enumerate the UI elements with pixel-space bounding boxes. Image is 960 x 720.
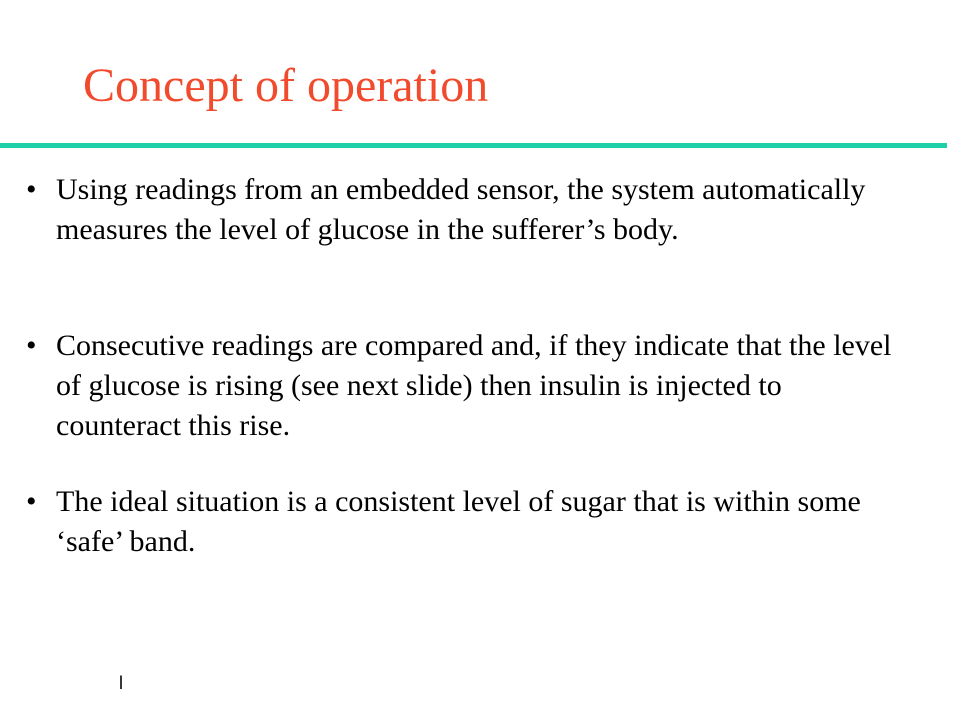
bullet-text: Consecutive readings are compared and, if they indicate that the level of glucose is rising (see next slide) then insulin is injected to counteract this rise. bbox=[56, 329, 892, 442]
bullet-item bbox=[26, 326, 906, 446]
footer-mark: l bbox=[119, 673, 123, 693]
bullet-item bbox=[26, 170, 906, 250]
bullet-dot-icon: • bbox=[26, 329, 37, 362]
bullet-text: Using readings from an embedded sensor, the system automatically measures the level of glucose in the sufferer’s body. bbox=[56, 173, 866, 246]
bullet-dot-icon: • bbox=[26, 173, 37, 206]
slide-title: Concept of operation bbox=[83, 59, 489, 112]
title-divider bbox=[0, 143, 947, 148]
bullet-item bbox=[26, 482, 906, 562]
bullet-dot-icon: • bbox=[26, 485, 37, 518]
bullet-text: The ideal situation is a consistent level of sugar that is within some ‘safe’ band. bbox=[56, 485, 861, 558]
